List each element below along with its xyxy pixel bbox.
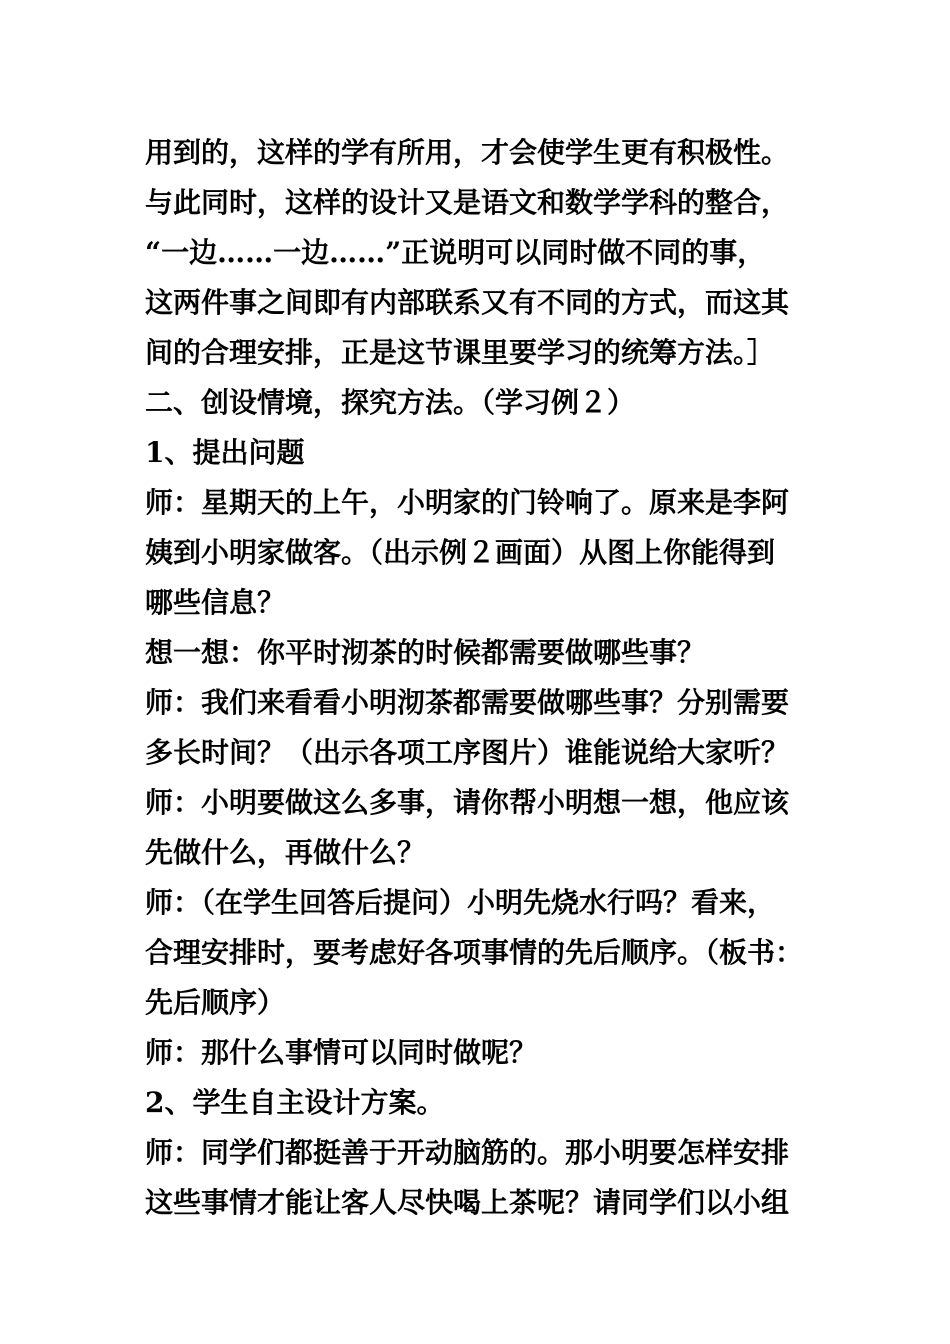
text-line: 用到的，这样的学有所用，才会使学生更有积极性。 xyxy=(145,136,790,169)
text-line: 师：我们来看看小明沏茶都需要做哪些事？分别需要 xyxy=(145,686,790,719)
subsection-heading: 2、学生自主设计方案。 xyxy=(145,1086,445,1119)
text-line: 间的合理安排，正是这节课里要学习的统筹方法。］ xyxy=(145,336,776,369)
text-line: 先后顺序） xyxy=(145,986,286,1019)
text-line: 先做什么，再做什么？ xyxy=(145,836,426,869)
text-line: “一边……一边……”正说明可以同时做不同的事， xyxy=(145,236,766,269)
text-line: 姨到小明家做客。（出示例２画面）从图上你能得到 xyxy=(145,536,776,569)
text-line: 这两件事之间即有内部联系又有不同的方式，而这其 xyxy=(145,286,790,319)
text-line: 多长时间？（出示各项工序图片）谁能说给大家听？ xyxy=(145,736,790,769)
subsection-heading: 1、提出问题 xyxy=(145,436,305,469)
document-body xyxy=(145,128,825,1228)
text-line: 师：同学们都挺善于开动脑筋的。那小明要怎样安排 xyxy=(145,1136,790,1169)
text-line: 合理安排时，要考虑好各项事情的先后顺序。（板书： xyxy=(145,936,804,969)
text-line: 想一想：你平时沏茶的时候都需要做哪些事？ xyxy=(145,636,706,669)
text-line: 师：星期天的上午，小明家的门铃响了。原来是李阿 xyxy=(145,486,790,519)
section-heading: 二、创设情境，探究方法。（学习例２） xyxy=(145,386,636,419)
text-line: 这些事情才能让客人尽快喝上茶呢？请同学们以小组 xyxy=(145,1186,790,1219)
text-line: 师：（在学生回答后提问）小明先烧水行吗？看来， xyxy=(145,886,776,919)
text-line: 师：小明要做这么多事，请你帮小明想一想，他应该 xyxy=(145,786,790,819)
text-line: 师：那什么事情可以同时做呢？ xyxy=(145,1036,538,1069)
text-line: 与此同时，这样的设计又是语文和数学学科的整合， xyxy=(145,186,790,219)
text-line: 哪些信息？ xyxy=(145,586,286,619)
